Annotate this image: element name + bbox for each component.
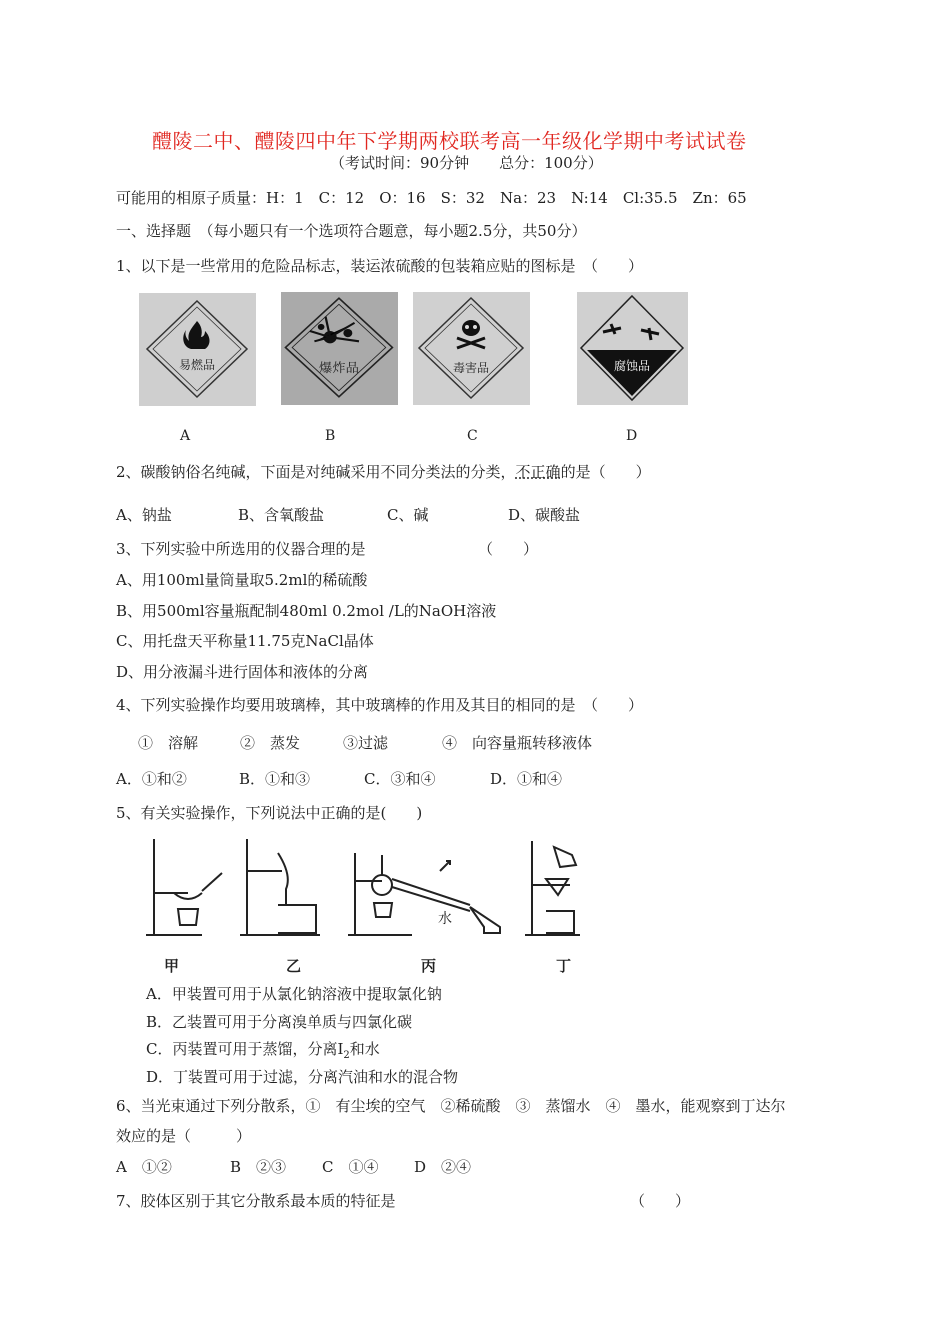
section-heading: 一、选择题 （每小题只有一个选项符合题意，每小题2.5分，共50分） bbox=[116, 222, 587, 240]
question-3-stem: 3、下列实验中所选用的仪器合理的是 （ ） bbox=[116, 540, 539, 558]
question-7-stem: 7、胶体区别于其它分散系最本质的特征是 bbox=[116, 1192, 396, 1210]
apparatus-label-jia: 甲 bbox=[164, 957, 180, 975]
q6-option-c: C ①④ bbox=[322, 1158, 379, 1176]
svg-text:腐蚀品: 腐蚀品 bbox=[613, 359, 651, 373]
apparatus-label-bing: 丙 bbox=[421, 957, 437, 975]
q6-option-a: A ①② bbox=[116, 1158, 172, 1176]
svg-text:毒害品: 毒害品 bbox=[452, 361, 490, 375]
water-label: 水 bbox=[438, 911, 452, 927]
question-6-stem-line1: 6、当光束通过下列分散系，① 有尘埃的空气 ②稀硫酸 ③ 蒸馏水 ④ 墨水，能观察到丁达尔 bbox=[116, 1097, 786, 1115]
toxic-sign bbox=[413, 292, 530, 405]
q4-op-3: ③过滤 bbox=[343, 734, 389, 752]
q4-op-4: ④ 向容量瓶转移液体 bbox=[442, 734, 593, 752]
question-5-stem: 5、有关实验操作，下列说法中正确的是( ) bbox=[116, 804, 423, 822]
question-2-stem: 2、碳酸钠俗名纯碱，下面是对纯碱采用不同分类法的分类，不正确的是（ ） bbox=[116, 463, 651, 481]
explosive-sign bbox=[281, 292, 398, 405]
choice-letter-d: D bbox=[626, 428, 638, 444]
q4-option-a: A．①和② bbox=[116, 770, 187, 788]
q5-option-c: C．丙装置可用于蒸馏，分离$I_2$和水 bbox=[146, 1040, 380, 1061]
corrosion-icon bbox=[577, 292, 688, 405]
flame-icon bbox=[139, 293, 256, 406]
corrosive-sign bbox=[577, 292, 688, 405]
page-title: 醴陵二中、醴陵四中年下学期两校联考高一年级化学期中考试试卷 bbox=[152, 129, 747, 153]
choice-letter-a: A bbox=[180, 428, 191, 444]
q5-option-d: D．丁装置可用于过滤，分离汽油和水的混合物 bbox=[146, 1068, 459, 1086]
question-1-stem: 1、以下是一些常用的危险品标志，装运浓硫酸的包装箱应贴的图标是 （ ） bbox=[116, 257, 644, 275]
skull-icon bbox=[413, 292, 530, 405]
exam-info: （考试时间：90分钟 总分：100分） bbox=[330, 154, 603, 172]
question-6-stem-line2: 效应的是（ ） bbox=[116, 1127, 252, 1145]
q5-option-b: B．乙装置可用于分离溴单质与四氯化碳 bbox=[146, 1013, 413, 1031]
q4-op-2: ② 蒸发 bbox=[240, 734, 301, 752]
sign-label: 易燃品 bbox=[178, 358, 216, 372]
q2-option-b: B、含氧酸盐 bbox=[238, 506, 325, 524]
q3-option-d: D、用分液漏斗进行固体和液体的分离 bbox=[116, 663, 369, 681]
emphasis-text: 不正确 bbox=[515, 463, 561, 481]
apparatus-label-ding: 丁 bbox=[556, 957, 572, 975]
q3-option-c: C、用托盘天平称量11.75克NaCl晶体 bbox=[116, 632, 374, 650]
apparatus-label-yi: 乙 bbox=[286, 957, 302, 975]
q2-option-d: D、碳酸盐 bbox=[508, 506, 581, 524]
question-7-answer-paren: （ ） bbox=[630, 1192, 691, 1210]
q2-option-c: C、碱 bbox=[387, 506, 429, 524]
q4-option-b: B．①和③ bbox=[239, 770, 311, 788]
q4-option-c: C．③和④ bbox=[364, 770, 436, 788]
svg-text:爆炸品: 爆炸品 bbox=[318, 361, 359, 376]
q5-option-a: A．甲装置可用于从氯化钠溶液中提取氯化钠 bbox=[146, 985, 442, 1003]
apparatus-figure bbox=[140, 835, 600, 975]
q4-op-1: ① 溶解 bbox=[138, 734, 199, 752]
q6-option-b: B ②③ bbox=[230, 1158, 287, 1176]
question-4-stem: 4、下列实验操作均要用玻璃棒，其中玻璃棒的作用及其目的相同的是 （ ） bbox=[116, 696, 644, 714]
choice-letter-c: C bbox=[467, 428, 478, 444]
q3-option-b: B、用500ml容量瓶配制480ml 0.2mol /L的NaOH溶液 bbox=[116, 602, 497, 620]
flammable-sign bbox=[139, 293, 256, 406]
choice-letter-b: B bbox=[325, 428, 336, 444]
q2-option-a: A、钠盐 bbox=[116, 506, 172, 524]
q3-option-a: A、用100ml量筒量取5.2ml的稀硫酸 bbox=[116, 571, 368, 589]
explosion-icon bbox=[281, 292, 398, 405]
atomic-masses: 可能用的相原子质量：H：1 C：12 O：16 S：32 Na：23 N:14 Cl:35.5 Zn：65 bbox=[116, 189, 747, 207]
q4-option-d: D．①和④ bbox=[490, 770, 563, 788]
q6-option-d: D ②④ bbox=[414, 1158, 472, 1176]
